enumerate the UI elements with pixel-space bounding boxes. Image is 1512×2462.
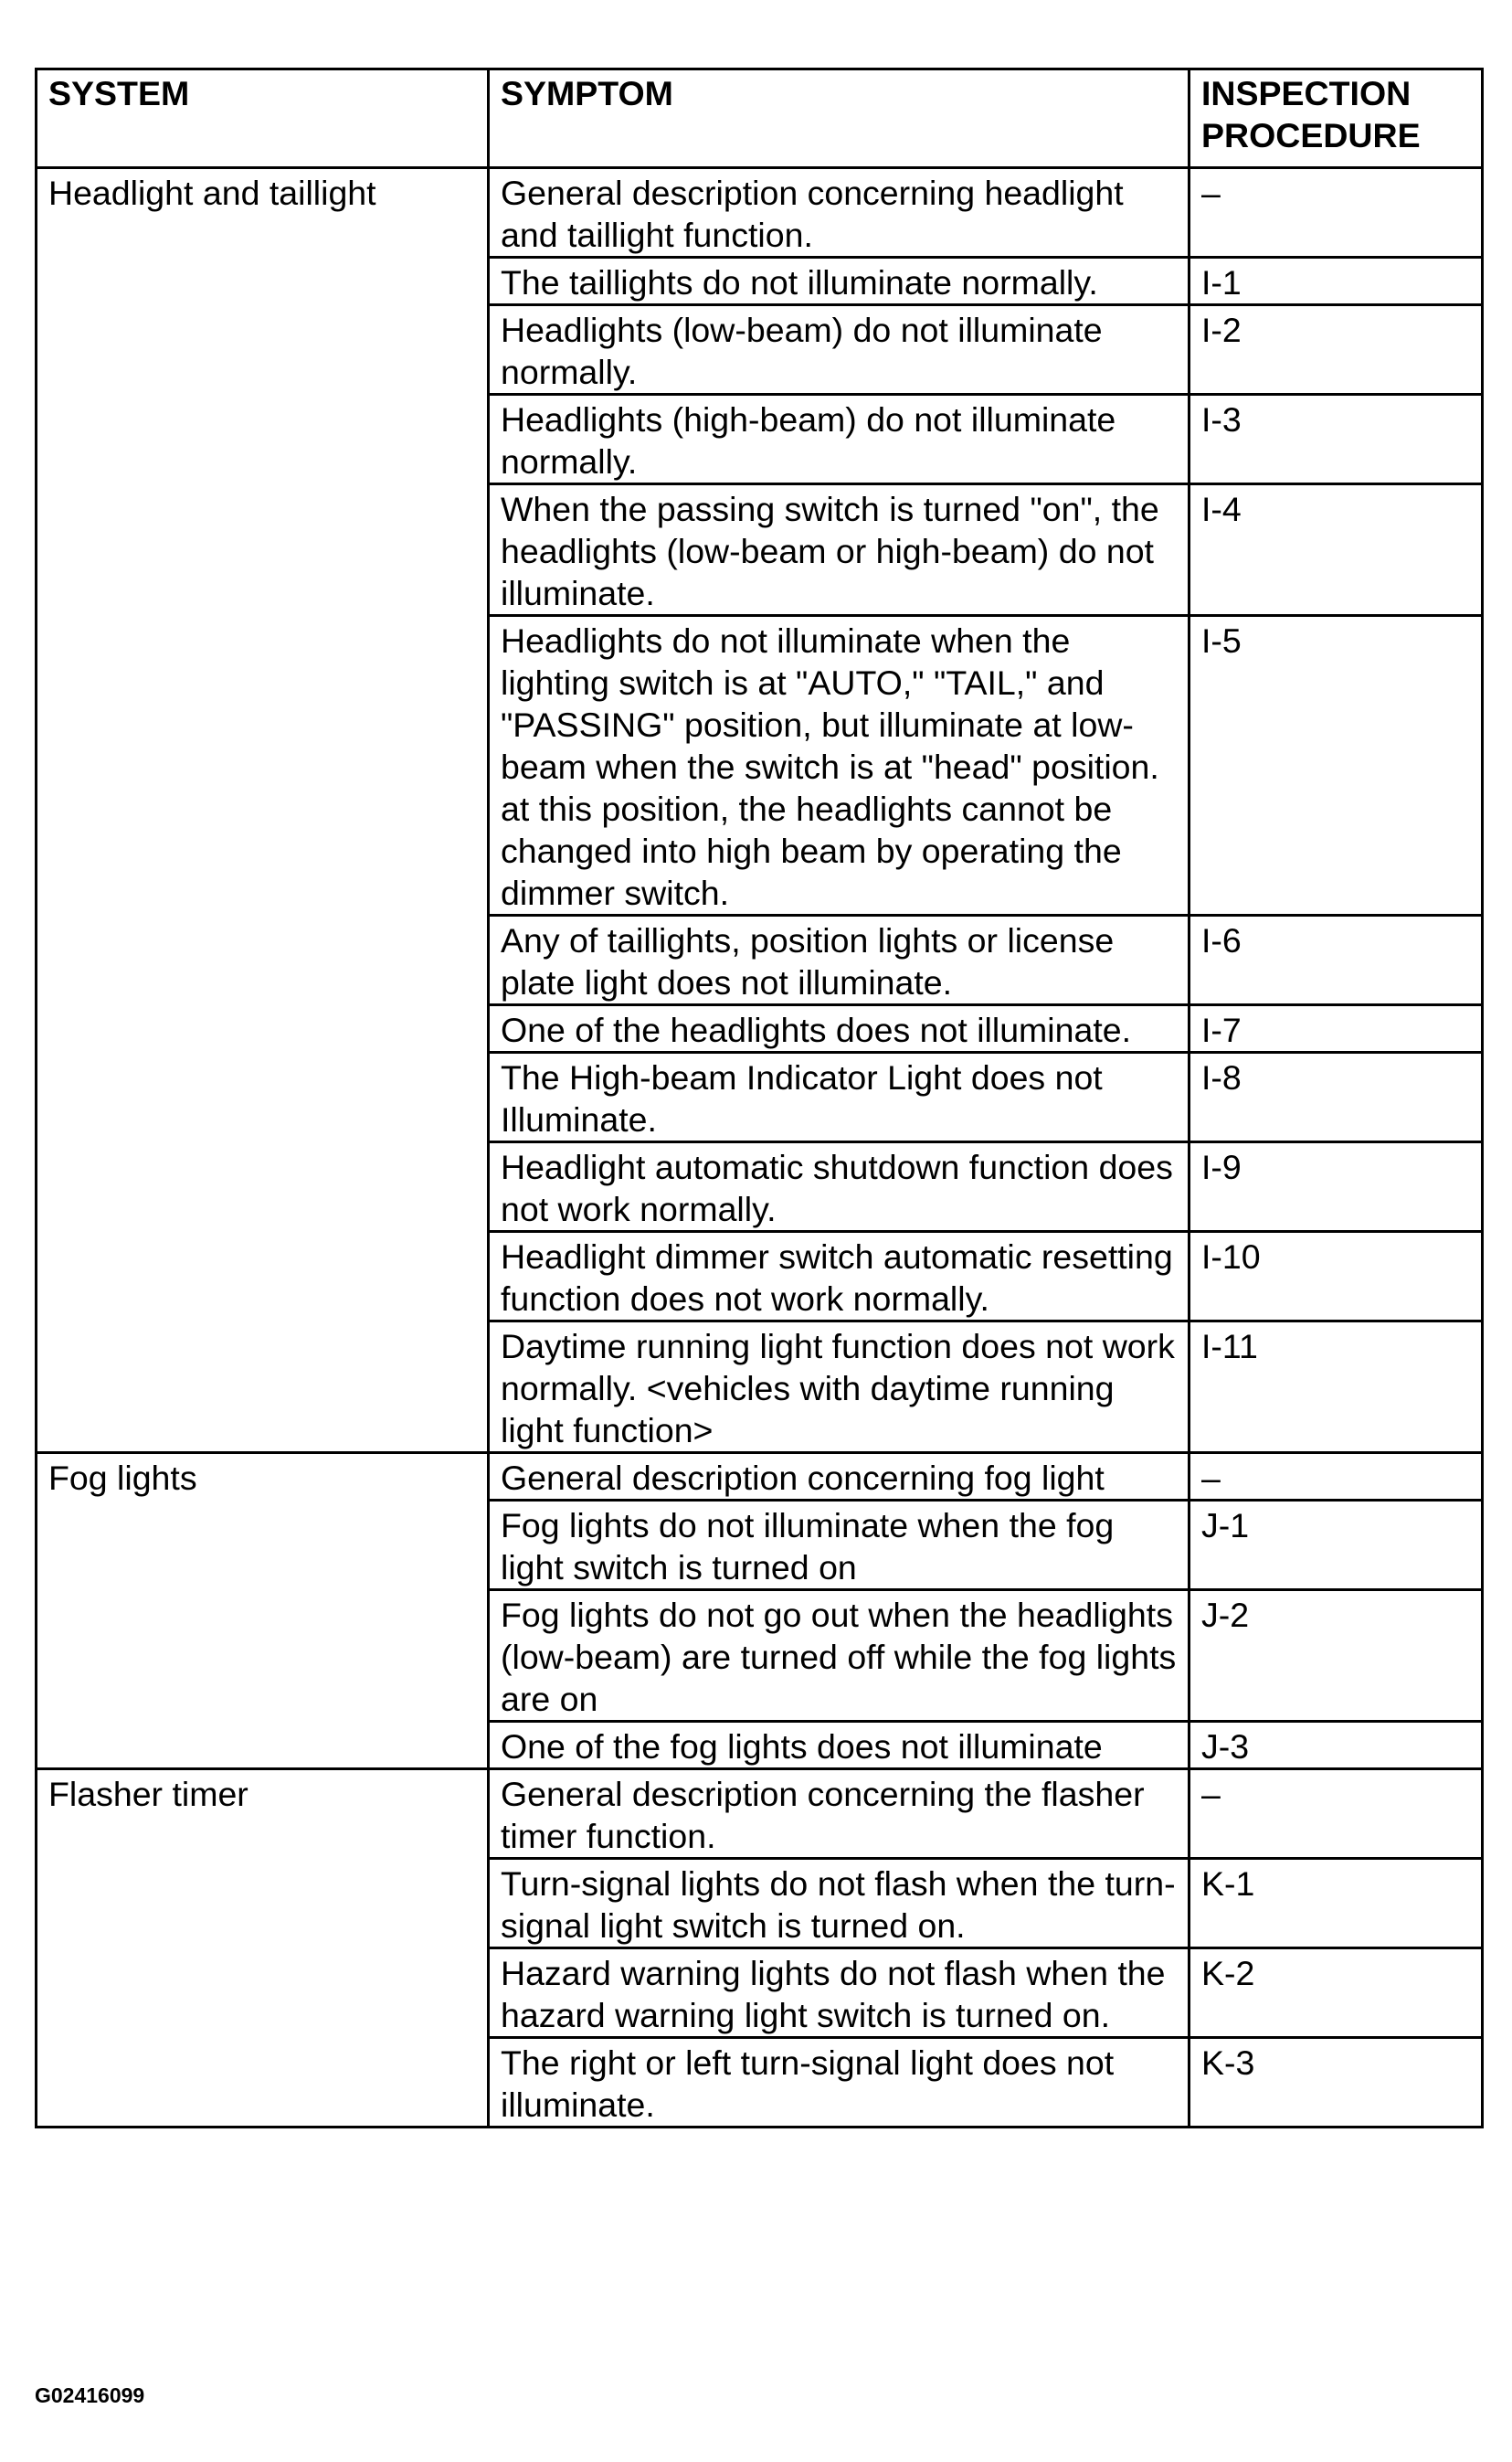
symptom-cell: Hazard warning lights do not flash when the hazard warning light switch is turned on. (489, 1948, 1190, 2038)
symptom-cell: Headlights do not illuminate when the lighting switch is at "AUTO," "TAIL," and "PASSING" position, but illuminate at low-beam when the switch is at "head" position. at this position, the headlights cannot be changed into high beam by operating the dimmer switch. (489, 616, 1190, 916)
symptom-cell: Any of taillights, position lights or license plate light does not illuminate. (489, 916, 1190, 1005)
symptom-cell: Daytime running light function does not work normally. <vehicles with daytime running light function> (489, 1321, 1190, 1453)
symptom-cell: Headlights (high-beam) do not illuminate normally. (489, 395, 1190, 484)
symptom-cell: Fog lights do not illuminate when the fog light switch is turned on (489, 1501, 1190, 1590)
procedure-cell: I-3 (1190, 395, 1483, 484)
procedure-cell: – (1190, 1453, 1483, 1501)
procedure-cell: I-2 (1190, 305, 1483, 395)
system-cell: Fog lights (37, 1453, 489, 1769)
symptom-cell: Fog lights do not go out when the headlights (low-beam) are turned off while the fog lights are on (489, 1590, 1190, 1722)
procedure-cell: J-3 (1190, 1722, 1483, 1769)
procedure-cell: K-3 (1190, 2038, 1483, 2128)
table-body (37, 168, 1483, 2128)
figure-id: G02416099 (35, 2383, 145, 2407)
header-symptom: SYMPTOM (489, 69, 1190, 168)
procedure-cell: – (1190, 168, 1483, 258)
procedure-cell: J-2 (1190, 1590, 1483, 1722)
system-cell: Headlight and taillight (37, 168, 489, 1453)
symptom-cell: The taillights do not illuminate normally. (489, 258, 1190, 305)
symptom-cell: One of the headlights does not illuminate. (489, 1005, 1190, 1053)
symptom-cell: When the passing switch is turned "on", the headlights (low-beam or high-beam) do not illuminate. (489, 484, 1190, 616)
procedure-cell: I-10 (1190, 1232, 1483, 1321)
table-row (37, 1769, 1483, 1859)
symptom-cell: Headlight dimmer switch automatic resetting function does not work normally. (489, 1232, 1190, 1321)
symptom-cell: Turn-signal lights do not flash when the turn-signal light switch is turned on. (489, 1859, 1190, 1948)
symptom-cell: One of the fog lights does not illuminate (489, 1722, 1190, 1769)
procedure-cell: K-1 (1190, 1859, 1483, 1948)
table-row (37, 168, 1483, 258)
header-system: SYSTEM (37, 69, 489, 168)
procedure-cell: I-6 (1190, 916, 1483, 1005)
symptom-cell: General description concerning headlight and taillight function. (489, 168, 1190, 258)
table-row (37, 1453, 1483, 1501)
system-cell: Flasher timer (37, 1769, 489, 2128)
symptom-cell: General description concerning fog light (489, 1453, 1190, 1501)
procedure-cell: – (1190, 1769, 1483, 1859)
procedure-cell: I-1 (1190, 258, 1483, 305)
symptom-cell: General description concerning the flasher timer function. (489, 1769, 1190, 1859)
header-inspection-procedure: INSPECTION PROCEDURE (1190, 69, 1483, 168)
symptom-cell: Headlight automatic shutdown function does not work normally. (489, 1142, 1190, 1232)
procedure-cell: I-7 (1190, 1005, 1483, 1053)
procedure-cell: I-9 (1190, 1142, 1483, 1232)
symptom-cell: The right or left turn-signal light does not illuminate. (489, 2038, 1190, 2128)
inspection-table (35, 68, 1484, 2128)
symptom-cell: The High-beam Indicator Light does not Illuminate. (489, 1053, 1190, 1142)
procedure-cell: I-8 (1190, 1053, 1483, 1142)
procedure-cell: J-1 (1190, 1501, 1483, 1590)
procedure-cell: I-5 (1190, 616, 1483, 916)
procedure-cell: I-4 (1190, 484, 1483, 616)
header-row (37, 69, 1483, 168)
symptom-cell: Headlights (low-beam) do not illuminate normally. (489, 305, 1190, 395)
procedure-cell: K-2 (1190, 1948, 1483, 2038)
procedure-cell: I-11 (1190, 1321, 1483, 1453)
